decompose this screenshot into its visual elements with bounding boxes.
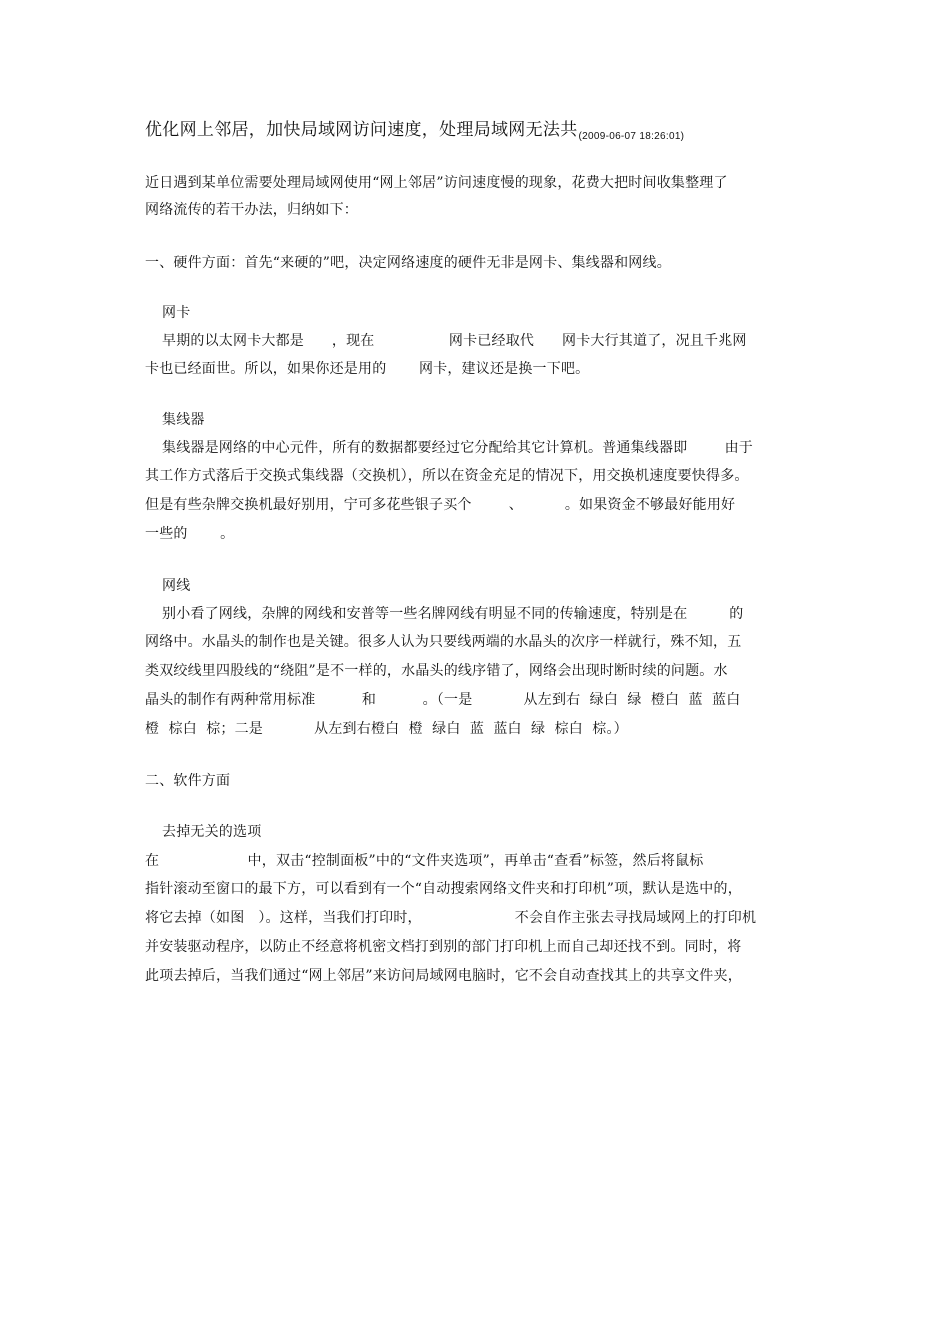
subheading-remove-options: 去掉无关的选项 bbox=[162, 824, 262, 840]
hub-line-2: 其工作方式落后于交换式集线器（交换机），所以在资金充足的情况下，用交换机速度要快得多。 bbox=[145, 468, 749, 484]
nic-line-2: 卡也已经面世。所以，如果你还是用的 网卡，建议还是换一下吧。 bbox=[145, 361, 590, 377]
section-hardware-heading: 一、硬件方面：首先“来硬的”吧，决定网络速度的硬件无非是网卡、集线器和网线。 bbox=[145, 255, 671, 271]
software-line-5: 此项去掉后，当我们通过“网上邻居”来访问局域网电脑时，它不会自动查找其上的共享文件夹， bbox=[145, 968, 742, 984]
software-line-2: 指针滚动至窗口的最下方，可以看到有一个“自动搜索网络文件夹和打印机”项，默认是选中的， bbox=[145, 881, 742, 897]
intro-line-1: 近日遇到某单位需要处理局域网使用“网上邻居”访问速度慢的现象，花费大把时间收集整理了 bbox=[145, 175, 728, 191]
software-line-1: 在 中，双击“控制面板”中的“文件夹选项”，再单击“查看”标签，然后将鼠标 bbox=[145, 853, 704, 869]
section-software-heading: 二、软件方面 bbox=[145, 773, 231, 789]
hub-line-3: 但是有些杂牌交换机最好别用，宁可多花些银子买个 、 。如果资金不够最好能用好 bbox=[145, 497, 736, 513]
cable-line-5: 橙 棕白 棕；二是 从左到右橙白 橙 绿白 蓝 蓝白 绿 棕白 棕。） bbox=[145, 721, 628, 737]
intro-line-2: 网络流传的若干办法，归纳如下： bbox=[145, 202, 358, 218]
software-line-3: 将它去掉（如图 ）。这样，当我们打印时， 不会自作主张去寻找局域网上的打印机 bbox=[145, 910, 757, 926]
hub-line-4: 一些的 。 bbox=[145, 526, 235, 542]
subheading-hub: 集线器 bbox=[162, 412, 205, 428]
subheading-cable: 网线 bbox=[162, 578, 191, 594]
subheading-nic: 网卡 bbox=[162, 305, 191, 321]
cable-line-2: 网络中。水晶头的制作也是关键。很多人认为只要线两端的水晶头的次序一样就行，殊不知，五 bbox=[145, 634, 742, 650]
cable-line-1: 别小看了网线，杂牌的网线和安普等一些名牌网线有明显不同的传输速度，特别是在 的 bbox=[162, 606, 744, 622]
hub-line-1: 集线器是网络的中心元件，所有的数据都要经过它分配给其它计算机。普通集线器即 由于 bbox=[162, 440, 753, 456]
nic-line-1: 早期的以太网卡大都是 ，现在 网卡已经取代 网卡大行其道了，况且千兆网 bbox=[162, 333, 747, 349]
cable-line-4: 晶头的制作有两种常用标准 和 。（一是 从左到右 绿白 绿 橙白 蓝 蓝白 bbox=[145, 692, 741, 708]
title-timestamp: (2009-06-07 18:26:01) bbox=[578, 131, 685, 142]
software-line-4: 并安装驱动程序，以防止不经意将机密文档打到别的部门打印机上而自己却还找不到。同时，将 bbox=[145, 939, 742, 955]
document-title bbox=[145, 115, 684, 142]
title-text: 优化网上邻居，加快局域网访问速度，处理局域网无法共 bbox=[145, 120, 578, 140]
cable-line-3: 类双绞线里四股线的“绕阻”是不一样的，水晶头的线序错了，网络会出现时断时续的问题。水 bbox=[145, 663, 728, 679]
